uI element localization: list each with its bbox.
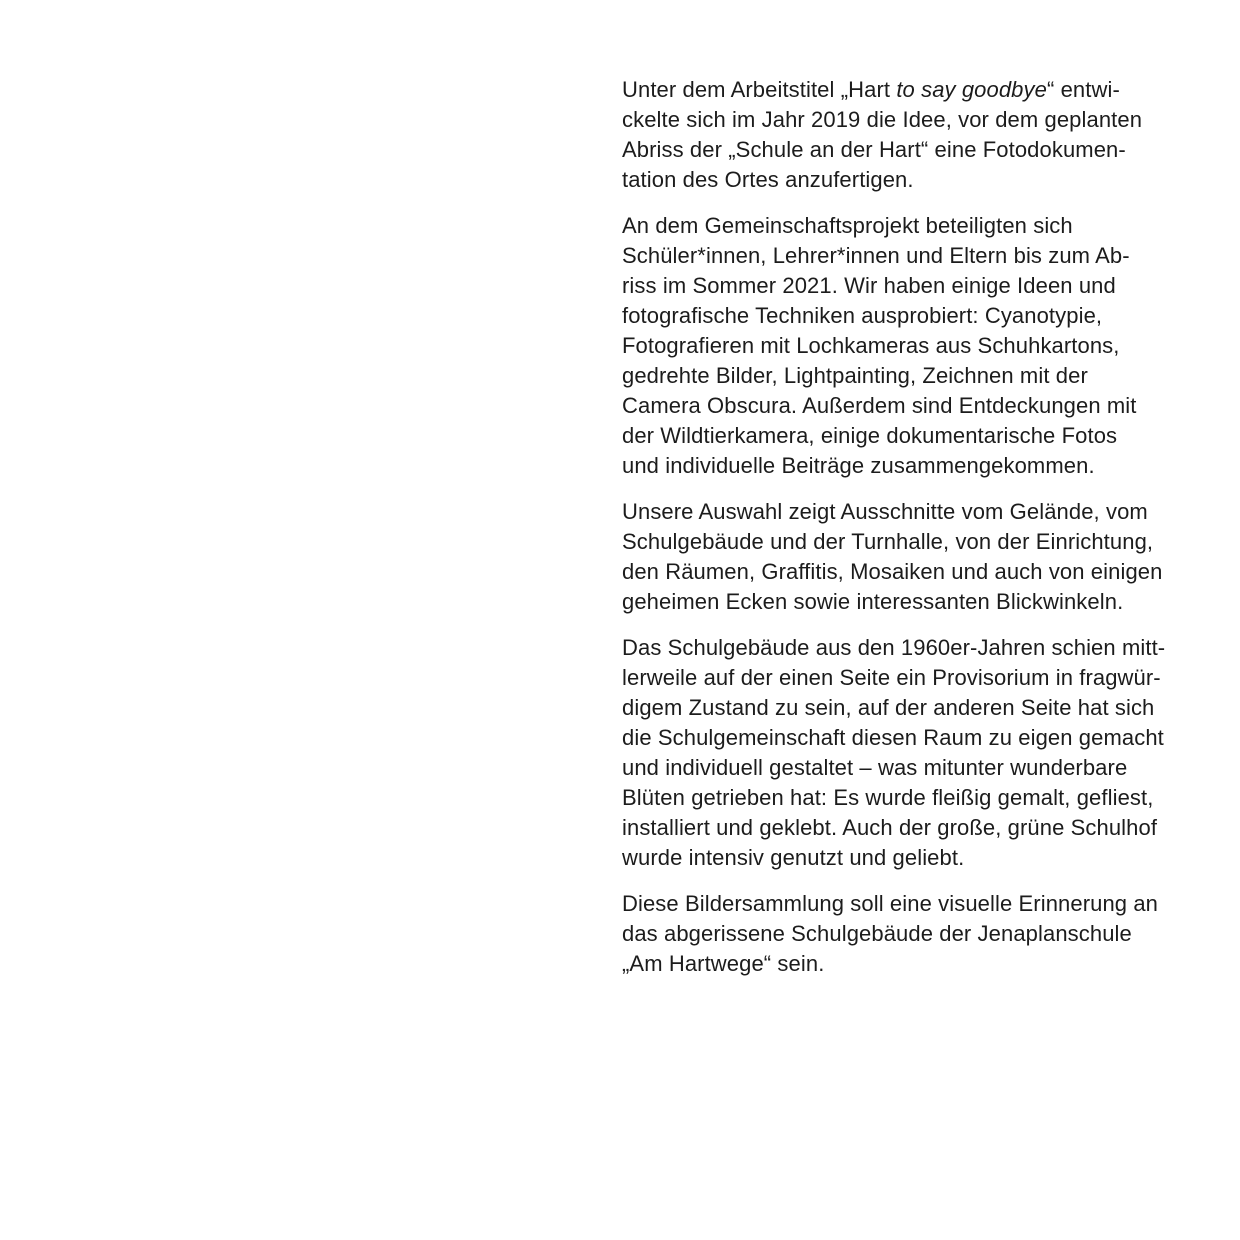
text-line bbox=[622, 165, 1182, 195]
text-segment: der Wildtierkamera, einige dokumentarische Fotos bbox=[622, 423, 1118, 448]
text-segment: An dem Gemeinschaftsprojekt beteiligten sich bbox=[622, 213, 1073, 238]
text-line bbox=[622, 135, 1182, 165]
text-segment: Camera Obscura. Außerdem sind Entdeckungen mit bbox=[622, 393, 1137, 418]
text-line bbox=[622, 843, 1182, 873]
text-line bbox=[622, 301, 1182, 331]
text-line bbox=[622, 557, 1182, 587]
text-segment: „Am Hartwege“ sein. bbox=[622, 951, 825, 976]
text-line bbox=[622, 271, 1182, 301]
text-line bbox=[622, 813, 1182, 843]
text-segment: Fotografieren mit Lochkameras aus Schuhkartons, bbox=[622, 333, 1120, 358]
text-line bbox=[622, 753, 1182, 783]
text-line bbox=[622, 105, 1182, 135]
text-segment: wurde intensiv genutzt und geliebt. bbox=[622, 845, 965, 870]
text-line bbox=[622, 663, 1182, 693]
text-segment: “ entwi- bbox=[1046, 77, 1120, 102]
text-line bbox=[622, 527, 1182, 557]
text-segment: gedrehte Bilder, Lightpainting, Zeichnen mit der bbox=[622, 363, 1088, 388]
text-segment: Unter dem Arbeitstitel „Hart bbox=[622, 77, 897, 102]
text-line bbox=[622, 391, 1182, 421]
paragraph bbox=[622, 633, 1182, 873]
text-segment: Schulgebäude und der Turnhalle, von der Einrichtung, bbox=[622, 529, 1154, 554]
text-segment: ckelte sich im Jahr 2019 die Idee, vor dem geplanten bbox=[622, 107, 1143, 132]
text-line bbox=[622, 331, 1182, 361]
text-segment: Unsere Auswahl zeigt Ausschnitte vom Gelände, vom bbox=[622, 499, 1148, 524]
text-line bbox=[622, 783, 1182, 813]
text-segment: die Schulgemeinschaft diesen Raum zu eigen gemacht bbox=[622, 725, 1164, 750]
text-segment: geheimen Ecken sowie interessanten Blickwinkeln. bbox=[622, 589, 1124, 614]
paragraph bbox=[622, 497, 1182, 617]
text-segment: riss im Sommer 2021. Wir haben einige Ideen und bbox=[622, 273, 1116, 298]
paragraph bbox=[622, 889, 1182, 979]
text-line bbox=[622, 421, 1182, 451]
text-line bbox=[622, 241, 1182, 271]
text-segment: fotografische Techniken ausprobiert: Cyanotypie, bbox=[622, 303, 1103, 328]
text-line bbox=[622, 211, 1182, 241]
text-segment: installiert und geklebt. Auch der große, grüne Schulhof bbox=[622, 815, 1158, 840]
text-line bbox=[622, 451, 1182, 481]
text-line bbox=[622, 889, 1182, 919]
text-line bbox=[622, 75, 1182, 105]
text-segment: Blüten getrieben hat: Es wurde fleißig gemalt, gefliest, bbox=[622, 785, 1154, 810]
paragraph bbox=[622, 75, 1182, 195]
text-segment: Schüler*innen, Lehrer*innen und Eltern bis zum Ab- bbox=[622, 243, 1130, 268]
text-segment: Diese Bildersammlung soll eine visuelle Erinnerung an bbox=[622, 891, 1159, 916]
paragraph bbox=[622, 211, 1182, 481]
text-segment: und individuelle Beiträge zusammengekommen. bbox=[622, 453, 1095, 478]
text-line bbox=[622, 587, 1182, 617]
text-segment: das abgerissene Schulgebäude der Jenaplanschule bbox=[622, 921, 1132, 946]
text-line bbox=[622, 693, 1182, 723]
text-segment: den Räumen, Graffitis, Mosaiken und auch von einigen bbox=[622, 559, 1163, 584]
text-line bbox=[622, 497, 1182, 527]
text-segment: digem Zustand zu sein, auf der anderen Seite hat sich bbox=[622, 695, 1155, 720]
text-line bbox=[622, 361, 1182, 391]
text-line bbox=[622, 919, 1182, 949]
italic-text-segment: to say goodbye bbox=[896, 77, 1047, 102]
text-segment: Abriss der „Schule an der Hart“ eine Fotodokumen- bbox=[622, 137, 1126, 162]
text-segment: Das Schulgebäude aus den 1960er-Jahren schien mitt- bbox=[622, 635, 1166, 660]
text-line bbox=[622, 949, 1182, 979]
text-line bbox=[622, 633, 1182, 663]
text-line bbox=[622, 723, 1182, 753]
text-segment: tation des Ortes anzufertigen. bbox=[622, 167, 914, 192]
text-block bbox=[622, 75, 1182, 995]
text-segment: lerweile auf der einen Seite ein Provisorium in fragwür- bbox=[622, 665, 1161, 690]
text-segment: und individuell gestaltet – was mitunter wunderbare bbox=[622, 755, 1128, 780]
